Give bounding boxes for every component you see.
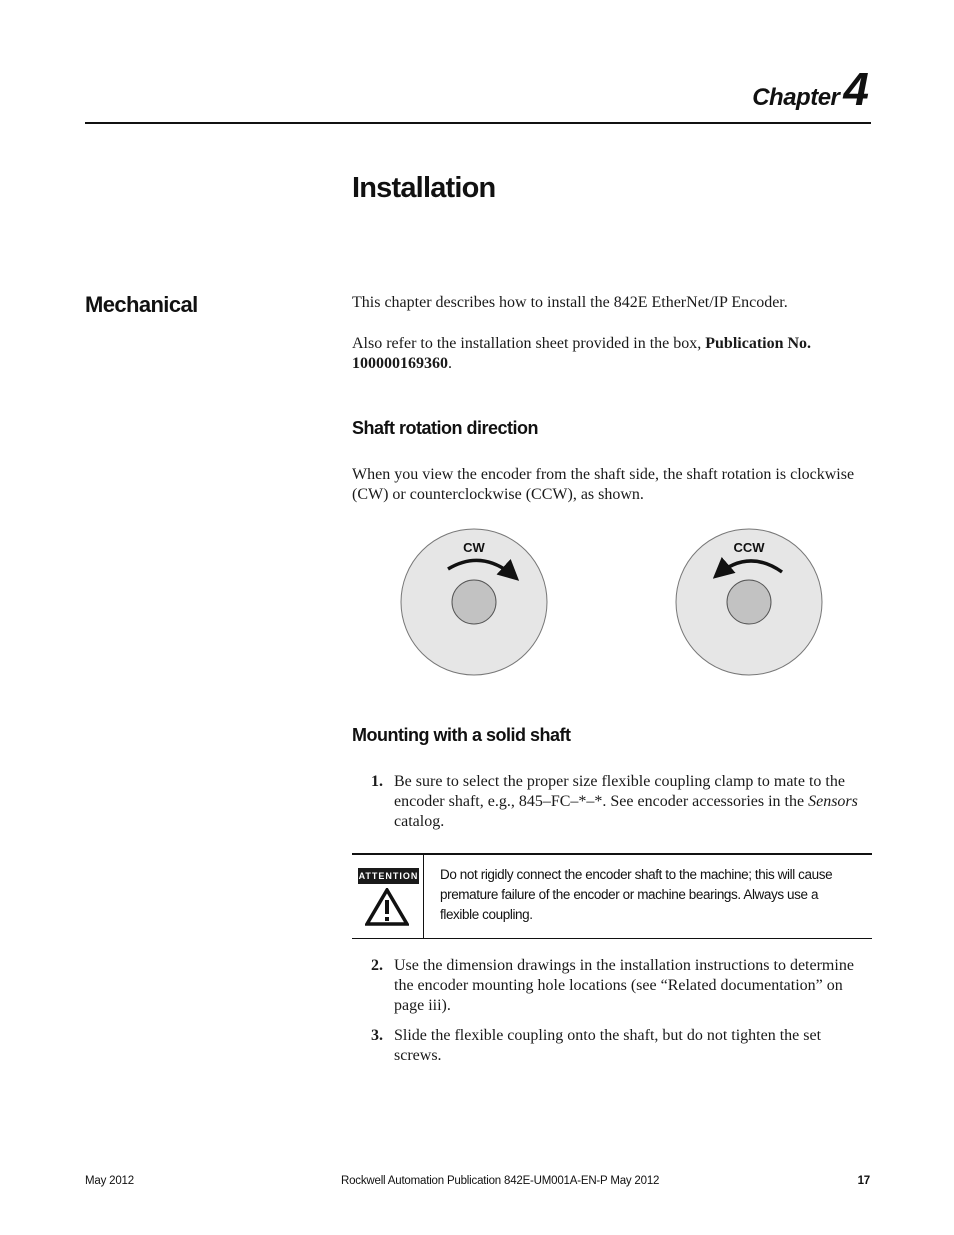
rotation-direction-figure [398,520,828,680]
shaft-rotation-paragraph: When you view the encoder from the shaft side, the shaft rotation is clockwise (CW) or counterclockwise (CCW), as shown. [352,466,855,503]
step-number: 3. [371,1027,383,1044]
chapter-divider [85,122,871,124]
chapter-number: 4 [843,63,869,115]
list-item [352,956,872,1016]
footer-date: May 2012 [85,1175,134,1187]
step-text: Use the dimension drawings in the installation instructions to determine the encoder mounting hole locations (see “Related documentation” on page iii). [394,957,854,1014]
chapter-heading [752,62,869,116]
subheading-shaft-rotation: Shaft rotation direction [352,418,538,438]
section-heading-mechanical: Mechanical [85,292,198,317]
chapter-word: Chapter [752,84,840,111]
refer-text: Also refer to the installation sheet provided in the box, [352,335,706,352]
step-number: 2. [371,957,383,974]
step-text: Slide the flexible coupling onto the shaft, but do not tighten the set screws. [394,1027,822,1064]
warning-triangle-icon [365,888,409,926]
intro-paragraph: This chapter describes how to install the 842E EtherNet/IP Encoder. [352,294,788,311]
ccw-label: CCW [733,540,765,555]
list-item [352,772,872,832]
page-number: 17 [857,1175,870,1187]
attention-text: Do not rigidly connect the encoder shaft to the machine; this will cause premature failure of the encoder or machine bearings. Always use a flexible coupling. [440,867,833,922]
publication-number: Publication No. 100000169360 [352,335,812,372]
cw-disk [401,529,547,675]
sensors-catalog-name: Sensors [808,793,858,810]
refer-end: . [448,355,452,372]
attention-divider [423,855,424,938]
step-text: Be sure to select the proper size flexible coupling clamp to mate to the encoder shaft, e.g., 845–FC–*–*. See encoder accessories in the Sensors catalog. [394,773,858,830]
footer-publication: Rockwell Automation Publication 842E-UM001A-EN-P May 2012 [341,1175,660,1187]
ccw-disk [676,529,822,675]
attention-callout [352,853,872,939]
cw-label: CW [463,540,485,555]
step-number: 1. [371,773,383,790]
subheading-mounting: Mounting with a solid shaft [352,725,571,745]
page-title: Installation [352,172,496,204]
list-item [352,1026,872,1066]
refer-paragraph [352,334,872,374]
attention-badge: ATTENTION [358,868,419,884]
